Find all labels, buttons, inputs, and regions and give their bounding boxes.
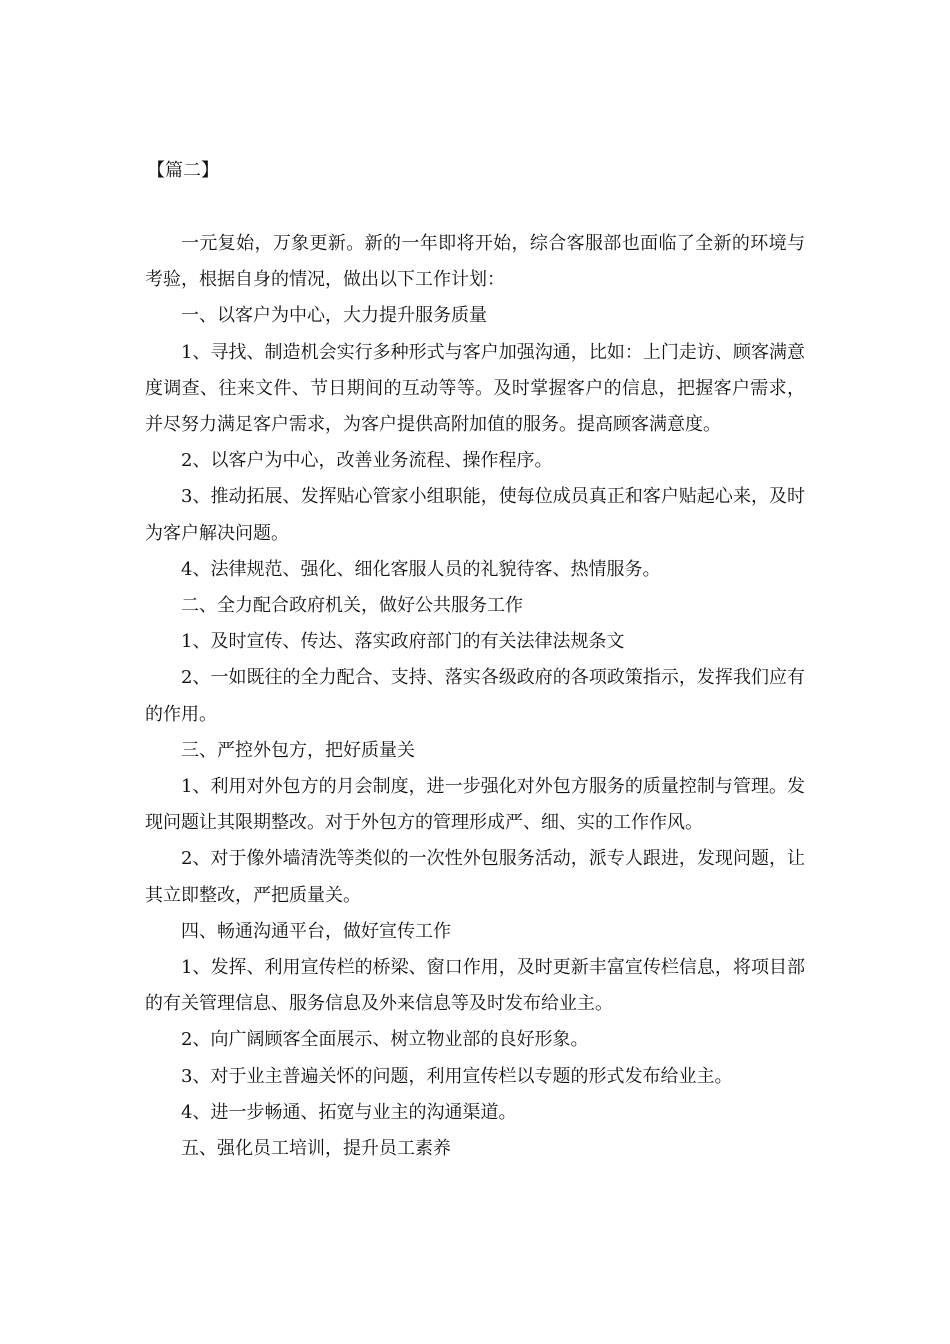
paragraph-item: 3、推动拓展、发挥贴心管家小组职能，使每位成员真正和客户贴起心来，及时为客户解决问题。	[145, 486, 805, 544]
paragraph-intro: 一元复始，万象更新。新的一年即将开始，综合客服部也面临了全新的环境与考验，根据自身的情况，做出以下工作计划：	[145, 233, 805, 291]
paragraph-item: 4、法律规范、强化、细化客服人员的礼貌待客、热情服务。	[181, 558, 661, 580]
section-title-2: 二、全力配合政府机关，做好公共服务工作	[181, 595, 523, 617]
section-title-3: 三、严控外包方，把好质量关	[181, 739, 415, 761]
paragraph-item: 1、利用对外包方的月会制度，进一步强化对外包方服务的质量控制与管理。发现问题让其限期整改。对于外包方的管理形成严、细、实的工作作风。	[145, 776, 805, 834]
section-title-4: 四、畅通沟通平台，做好宣传工作	[181, 920, 451, 942]
paragraph-item: 4、进一步畅通、拓宽与业主的沟通渠道。	[181, 1101, 517, 1123]
paragraph-item: 2、以客户为中心，改善业务流程、操作程序。	[181, 450, 553, 472]
paragraph-item: 1、发挥、利用宣传栏的桥梁、窗口作用，及时更新丰富宣传栏信息，将项目部的有关管理信息、服务信息及外来信息等及时发布给业主。	[145, 957, 805, 1015]
paragraph-item: 3、对于业主普遍关怀的问题，利用宣传栏以专题的形式发布给业主。	[181, 1065, 733, 1087]
paragraph-item: 1、及时宣传、传达、落实政府部门的有关法律法规条文	[181, 631, 625, 653]
paragraph-item: 1、寻找、制造机会实行多种形式与客户加强沟通，比如：上门走访、顾客满意度调查、往来文件、节日期间的互动等等。及时掌握客户的信息，把握客户需求，并尽努力满足客户需求，为客户提供高附加值的服务。提高顾客满意度。	[145, 341, 805, 436]
document-body	[145, 226, 805, 1167]
section-title-1: 一、以客户为中心，大力提升服务质量	[181, 305, 487, 327]
paragraph-item: 2、对于像外墙清洗等类似的一次性外包服务活动，派专人跟进，发现问题，让其立即整改，严把质量关。	[145, 848, 805, 906]
paragraph-item: 2、一如既往的全力配合、支持、落实各级政府的各项政策指示，发挥我们应有的作用。	[145, 667, 805, 725]
section-title-5: 五、强化员工培训，提升员工素养	[181, 1138, 451, 1160]
section-heading: 【篇二】	[147, 160, 219, 181]
paragraph-item: 2、向广阔顾客全面展示、树立物业部的良好形象。	[181, 1029, 589, 1051]
